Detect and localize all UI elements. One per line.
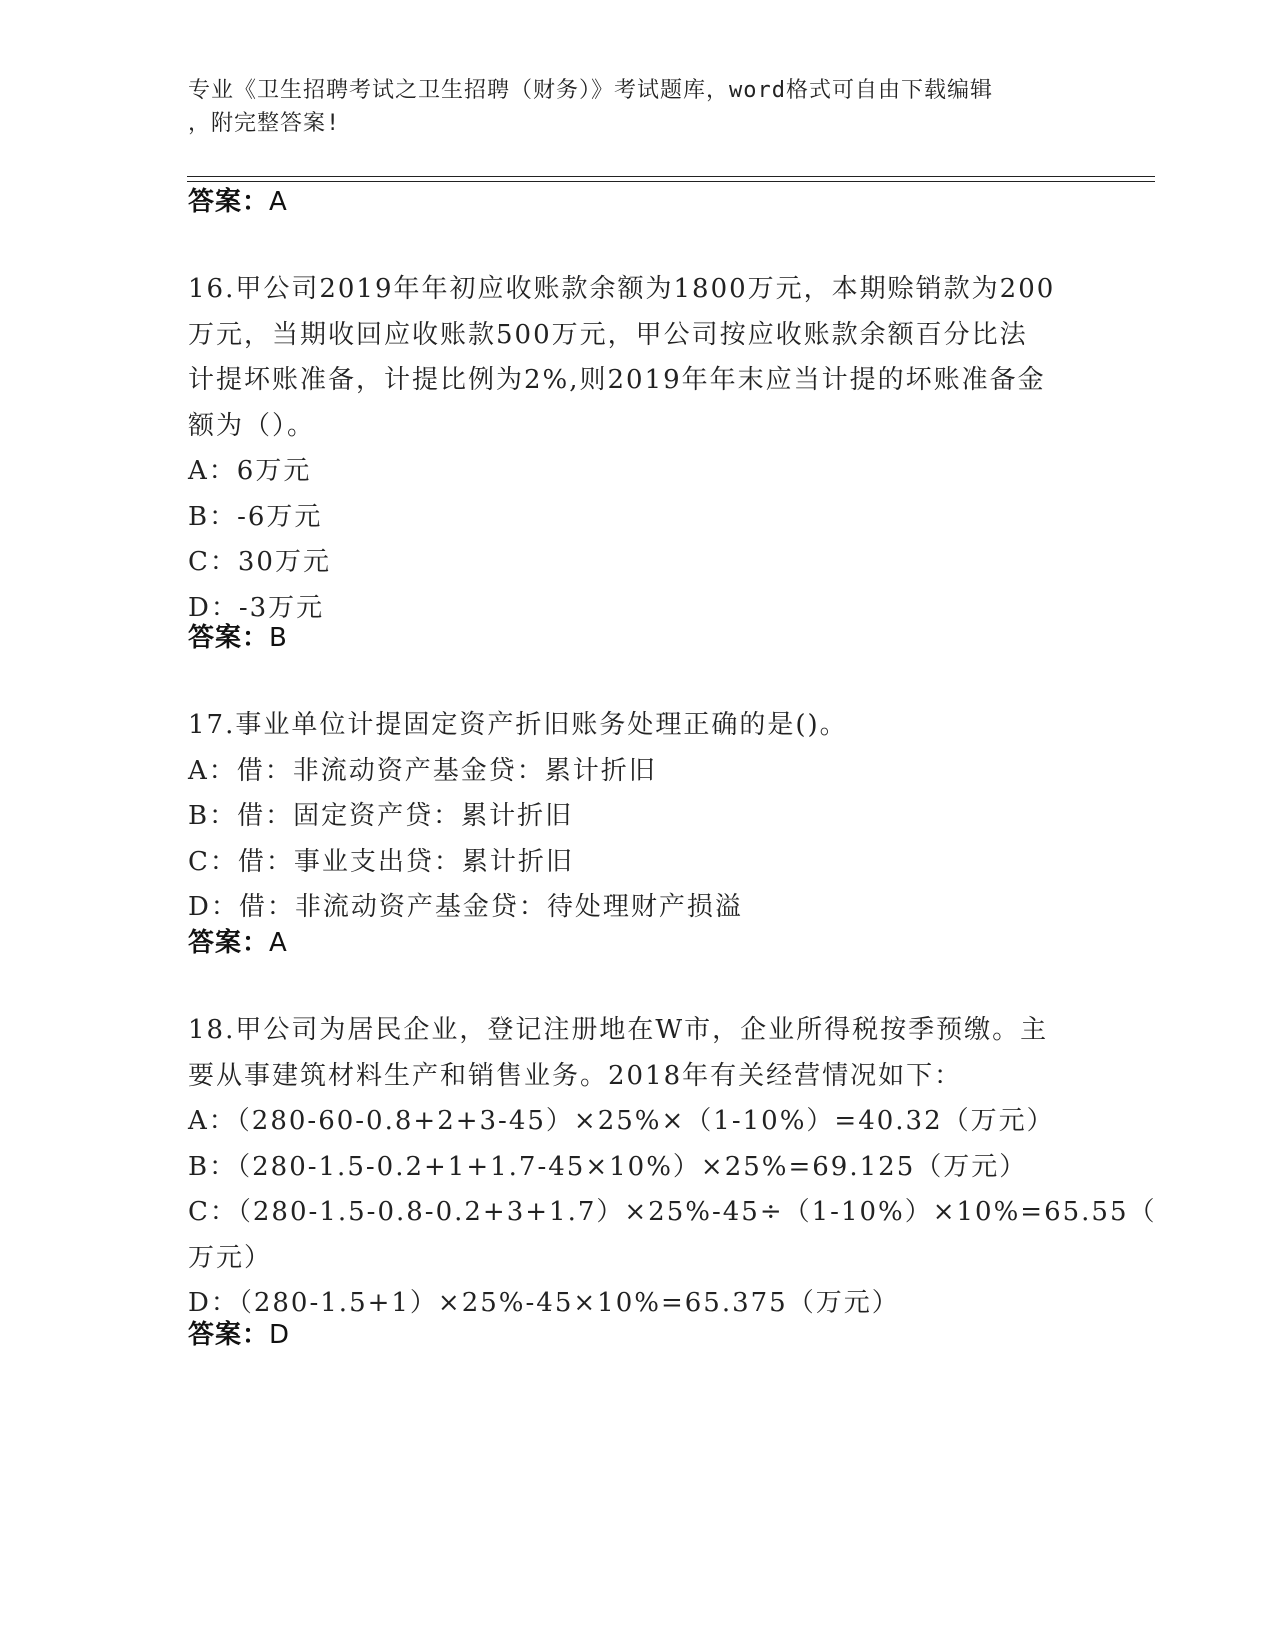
question-text-line: 16.甲公司2019年年初应收账款余额为1800万元，本期赊销款为200 <box>188 274 1056 304</box>
answer-value: B <box>269 623 288 653</box>
option-a: A：借：非流动资产基金贷：累计折旧 <box>188 755 657 786</box>
header-line-2: ，附完整答案! <box>188 111 341 136</box>
answer-value: D <box>269 1320 291 1350</box>
question-16 <box>188 267 1088 631</box>
option-c: C：借：事业支出贷：累计折旧 <box>188 846 574 877</box>
header-divider-top <box>187 176 1155 177</box>
question-text-line: 17.事业单位计提固定资产折旧账务处理正确的是()。 <box>188 710 848 740</box>
option-c: C：（280-1.5-0.8-0.2+3+1.7）×25%-45÷（1-10%）×10%=65.55（ <box>188 1197 1157 1227</box>
answer-17 <box>188 925 288 961</box>
option-a: A：6万元 <box>188 456 312 486</box>
answer-label: 答案： <box>188 187 270 217</box>
option-b: B：-6万元 <box>188 501 323 532</box>
question-text-line: 计提坏账准备，计提比例为2%,则2019年年末应当计提的坏账准备金 <box>188 365 1046 395</box>
question-18 <box>188 1008 1157 1327</box>
answer-label: 答案： <box>188 1320 270 1350</box>
option-c-continued: 万元） <box>188 1242 273 1273</box>
option-d: D：借：非流动资产基金贷：待处理财产损溢 <box>188 892 743 922</box>
option-c: C：30万元 <box>188 547 331 577</box>
answer-value: A <box>269 187 288 217</box>
option-d: D：（280-1.5+1）×25%-45×10%=65.375（万元） <box>188 1288 900 1318</box>
question-text-line: 万元，当期收回应收账款500万元，甲公司按应收账款余额百分比法 <box>188 319 1028 350</box>
question-text-line: 18.甲公司为居民企业，登记注册地在W市，企业所得税按季预缴。主 <box>188 1015 1049 1045</box>
option-b: B：借：固定资产贷：累计折旧 <box>188 801 574 831</box>
header-line-1: 专业《卫生招聘考试之卫生招聘（财务）》考试题库，word格式可自由下载编辑 <box>188 78 993 103</box>
previous-answer <box>188 184 288 220</box>
answer-label: 答案： <box>188 928 270 958</box>
answer-label: 答案： <box>188 623 270 653</box>
option-d: D：-3万元 <box>188 592 325 623</box>
question-text-line: 额为（）。 <box>188 410 316 441</box>
option-b: B：（280-1.5-0.2+1+1.7-45×10%）×25%=69.125（万元） <box>188 1151 1028 1182</box>
answer-18 <box>188 1317 290 1353</box>
header-divider-bottom <box>187 181 1155 182</box>
question-text-line: 要从事建筑材料生产和销售业务。2018年有关经营情况如下： <box>188 1060 963 1091</box>
question-17 <box>188 703 1088 931</box>
answer-16 <box>188 620 288 656</box>
answer-value: A <box>269 928 288 958</box>
option-a: A：（280-60-0.8+2+3-45）×25%×（1-10%）=40.32（万元） <box>188 1106 1055 1136</box>
document-header <box>188 74 1068 140</box>
